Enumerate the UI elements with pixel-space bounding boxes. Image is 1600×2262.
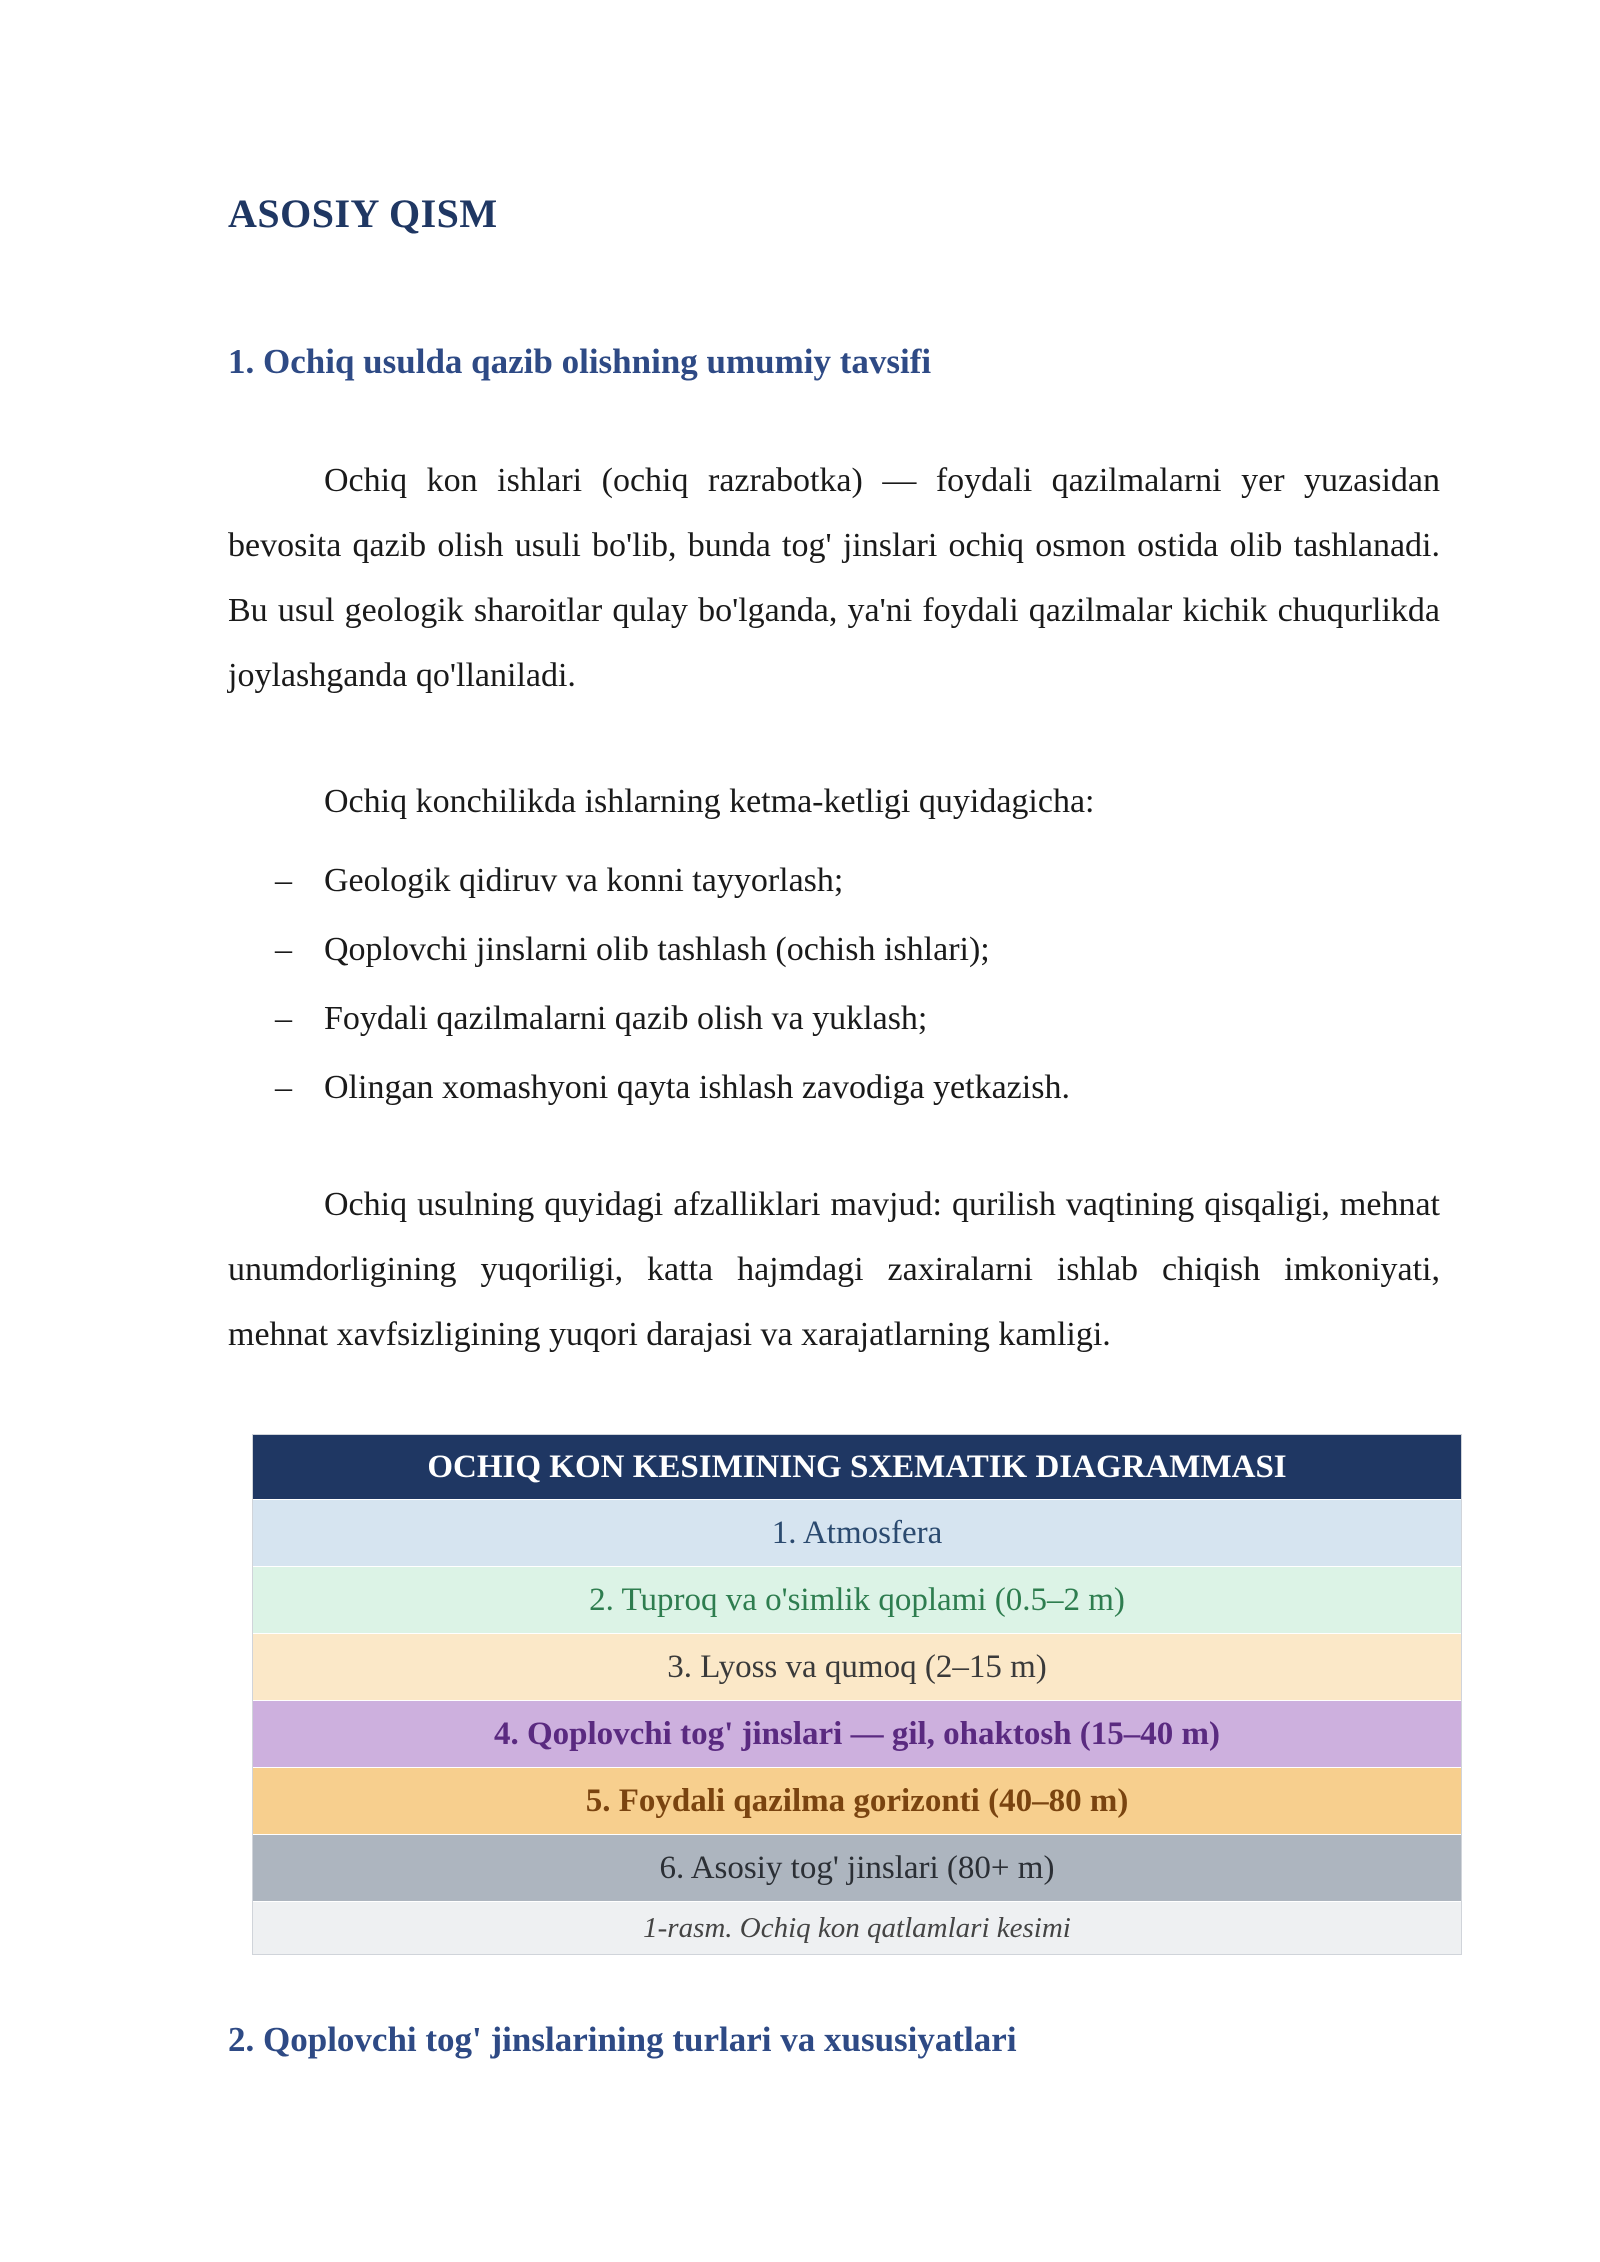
list-item-text: Geologik qidiruv va konni tayyorlash; [324,862,844,899]
section-2-title: 2. Qoplovchi tog' jinslarining turlari va xususiyatlari [228,2020,1017,2059]
diagram-layers [253,1499,1461,1901]
diagram-layer-1: 1. Atmosfera [253,1499,1461,1566]
diagram-layer-3: 3. Lyoss va qumoq (2–15 m) [253,1633,1461,1700]
main-title: ASOSIY QISM [228,191,498,236]
list-item [228,924,1070,993]
list-item-text: Olingan xomashyoni qayta ishlash zavodiga yetkazish. [324,1069,1070,1106]
diagram-layer-4: 4. Qoplovchi tog' jinslari — gil, ohaktosh (15–40 m) [253,1700,1461,1767]
diagram-layer-2: 2. Tuproq va o'simlik qoplami (0.5–2 m) [253,1566,1461,1633]
diagram-layer-5: 5. Foydali qazilma gorizonti (40–80 m) [253,1767,1461,1834]
list-item [228,993,1070,1062]
section-1-paragraph-2: Ochiq usulning quyidagi afzalliklari mavjud: qurilish vaqtining qisqaligi, mehnat unumdorligining yuqoriligi, katta hajmdagi zaxiralarni ishlab chiqish imkoniyati, mehnat xavfsizligining yuqori darajasi va xarajatlarning kamligi. [228,1186,1440,1353]
section-1-title: 1. Ochiq usulda qazib olishning umumiy tavsifi [228,342,932,381]
section-1-lead-text: Ochiq konchilikda ishlarning ketma-ketligi quyidagicha: [324,783,1095,820]
list-item-text: Foydali qazilmalarni qazib olish va yuklash; [324,1000,928,1037]
list-item-text: Qoplovchi jinslarni olib tashlash (ochish ishlari); [324,931,990,968]
work-sequence-list [228,855,1070,1131]
list-marker: – [275,931,292,968]
list-marker: – [275,862,292,899]
section-1-paragraph-1: Ochiq kon ishlari (ochiq razrabotka) — foydali qazilmalarni yer yuzasidan bevosita qazib olish usuli bo'lib, bunda tog' jinslari ochiq osmon ostida olib tashlanadi. Bu usul geologik sharoitlar qulay bo'lganda, ya'ni foydali qazilmalar kichik chuqurlikda joylashganda qo'llaniladi. [228,462,1440,694]
open-pit-cross-section-diagram [252,1434,1462,1955]
diagram-caption: 1-rasm. Ochiq kon qatlamlari kesimi [253,1901,1461,1954]
list-marker: – [275,1000,292,1037]
diagram-layer-6: 6. Asosiy tog' jinslari (80+ m) [253,1834,1461,1901]
diagram-header: OCHIQ KON KESIMINING SXEMATIK DIAGRAMMASI [253,1435,1461,1499]
list-item [228,1062,1070,1131]
list-marker: – [275,1069,292,1106]
list-item [228,855,1070,924]
